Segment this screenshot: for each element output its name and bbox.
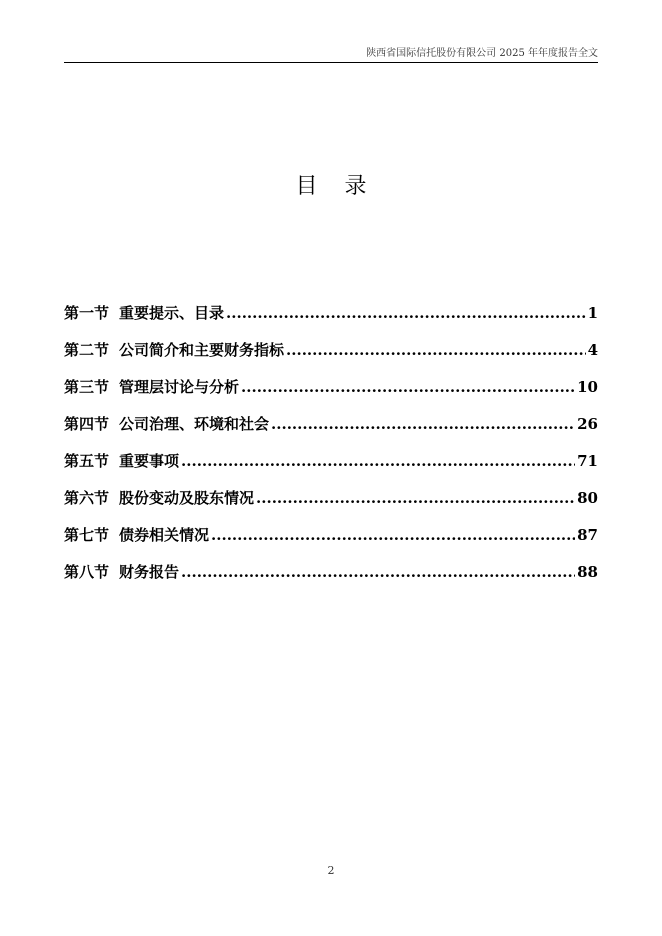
- toc-page-number: 10: [577, 378, 598, 396]
- toc-page-number: 1: [587, 304, 598, 322]
- toc-section-number: 第三节: [64, 378, 110, 396]
- toc-page-number: 80: [577, 489, 598, 507]
- toc-leader-dots: [286, 337, 586, 363]
- toc-entry[interactable]: [64, 411, 598, 448]
- toc-entry[interactable]: [64, 374, 598, 411]
- toc-entry[interactable]: [64, 337, 598, 374]
- table-of-contents: [64, 300, 598, 596]
- toc-leader-dots: [241, 374, 575, 400]
- toc-leader-dots: [211, 522, 575, 548]
- toc-page-number: 71: [577, 452, 598, 470]
- toc-page-number: 4: [587, 341, 598, 359]
- running-header: 陕西省国际信托股份有限公司 2025 年年度报告全文: [366, 48, 598, 59]
- toc-entry[interactable]: [64, 559, 598, 596]
- toc-section-number: 第八节: [64, 563, 110, 581]
- toc-section-title: 重要事项: [119, 452, 180, 470]
- toc-section-title: 公司治理、环境和社会: [119, 415, 270, 433]
- toc-section-title: 重要提示、目录: [119, 304, 225, 322]
- toc-section-number: 第四节: [64, 415, 110, 433]
- toc-entry[interactable]: [64, 448, 598, 485]
- page-title: 目 录: [295, 174, 377, 199]
- toc-section-number: 第六节: [64, 489, 110, 507]
- toc-page-number: 87: [577, 526, 598, 544]
- toc-leader-dots: [256, 485, 575, 511]
- toc-page-number: 26: [577, 415, 598, 433]
- toc-section-number: 第七节: [64, 526, 110, 544]
- toc-leader-dots: [181, 448, 575, 474]
- toc-section-number: 第五节: [64, 452, 110, 470]
- toc-section-number: 第二节: [64, 341, 110, 359]
- toc-leader-dots: [226, 300, 586, 326]
- toc-leader-dots: [181, 559, 575, 585]
- toc-entry[interactable]: [64, 485, 598, 522]
- toc-section-title: 管理层讨论与分析: [119, 378, 240, 396]
- page-number: 2: [327, 864, 335, 877]
- toc-entry[interactable]: [64, 522, 598, 559]
- toc-section-title: 财务报告: [119, 563, 180, 581]
- toc-page-number: 88: [577, 563, 598, 581]
- toc-section-title: 股份变动及股东情况: [119, 489, 255, 507]
- toc-section-title: 债券相关情况: [119, 526, 210, 544]
- toc-leader-dots: [271, 411, 575, 437]
- toc-entry[interactable]: [64, 300, 598, 337]
- toc-section-number: 第一节: [64, 304, 110, 322]
- toc-section-title: 公司简介和主要财务指标: [119, 341, 285, 359]
- header-divider: [64, 62, 598, 63]
